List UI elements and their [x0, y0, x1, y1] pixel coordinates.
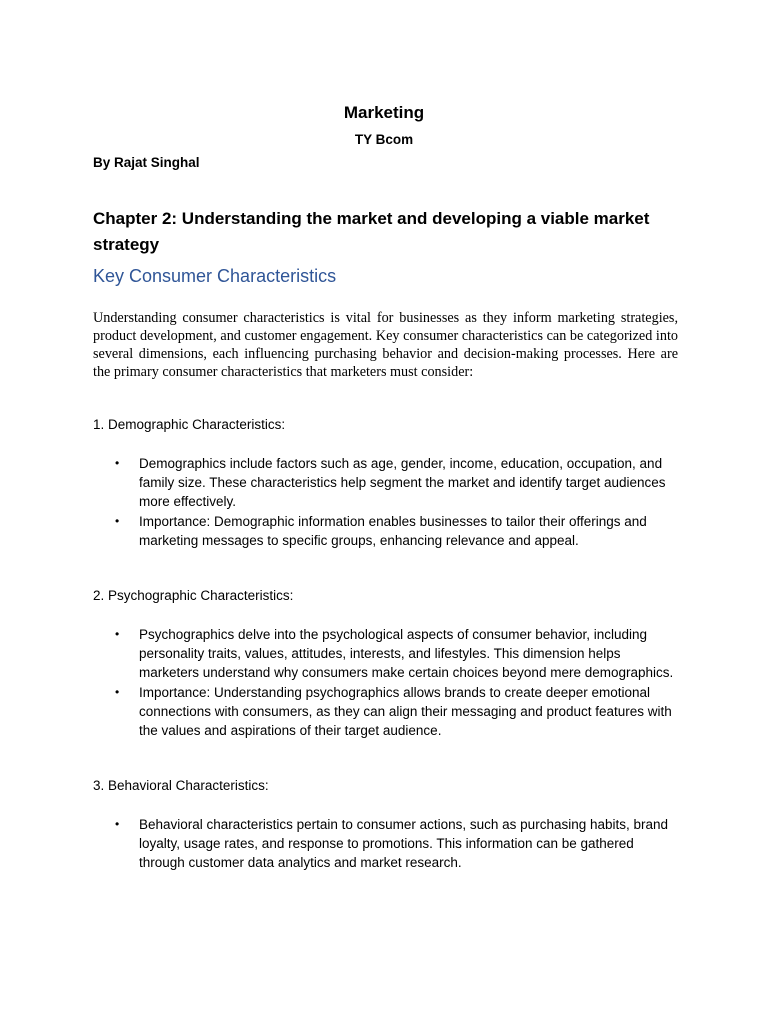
bullet-text: Importance: Understanding psychographics allows brands to create deeper emotional connections with consumers, as they can align their messaging and product features with the values and aspirations of their target audience.: [139, 684, 672, 739]
item-number: 2.: [93, 588, 105, 603]
item-number: 3.: [93, 778, 105, 793]
bullet-text: Behavioral characteristics pertain to consumer actions, such as purchasing habits, brand loyalty, usage rates, and response to promotions. This information can be gathered through customer data analytics and market research.: [139, 817, 669, 871]
chapter-heading: Chapter 2: Understanding the market and developing a viable market strategy: [93, 209, 650, 254]
author-line: By Rajat Singhal: [93, 155, 200, 170]
list-item: [115, 454, 679, 512]
item-heading-behavioral: [93, 778, 269, 793]
list-item: [115, 625, 679, 683]
item-colon: :: [264, 778, 269, 793]
item-heading-psychographic: [93, 588, 293, 603]
bullet-text: Importance: Demographic information enables businesses to tailor their offerings and marketing messages to specific groups, enhancing relevance and appeal.: [139, 513, 647, 548]
bullet-text: Psychographics delve into the psychological aspects of consumer behavior, including personality traits, values, attitudes, interests, and lifestyles. This dimension helps marketers understand why consumers make certain choices beyond mere demographics.: [139, 627, 674, 681]
document-title: Marketing: [343, 103, 425, 122]
list-item: [115, 815, 679, 873]
bullet-list-demographic: [115, 454, 679, 550]
document-subtitle: TY Bcom: [354, 132, 414, 147]
intro-paragraph: Understanding consumer characteristics is vital for businesses as they inform marketing strategies, product development, and customer engagement. Key consumer characteristics can be categorized into several dimensions, each influencing purchasing behavior and decision-making processes. Here are the primary consumer characteristics that marketers must consider:: [93, 310, 678, 380]
item-colon: :: [281, 417, 286, 432]
list-item: [115, 512, 679, 550]
item-number: 1.: [93, 417, 105, 432]
bullet-list-behavioral: [115, 815, 679, 873]
item-colon: :: [289, 588, 294, 603]
section-heading: Key Consumer Characteristics: [93, 266, 337, 286]
item-label: Psychographic Characteristics: [108, 588, 290, 603]
bullet-icon: •: [115, 684, 120, 699]
bullet-icon: •: [115, 817, 120, 831]
bullet-text: Demographics include factors such as age, gender, income, education, occupation, and family size. These characteristics help segment the market and identify target audiences more effectively.: [139, 456, 666, 510]
item-label: Demographic Characteristics: [108, 417, 282, 432]
list-item: [115, 683, 679, 741]
bullet-list-psychographic: [115, 625, 679, 740]
bullet-icon: •: [115, 513, 120, 528]
item-heading-demographic: [93, 417, 285, 432]
item-label: Behavioral Characteristics: [108, 778, 265, 793]
bullet-icon: •: [115, 627, 120, 641]
bullet-icon: •: [115, 456, 120, 470]
